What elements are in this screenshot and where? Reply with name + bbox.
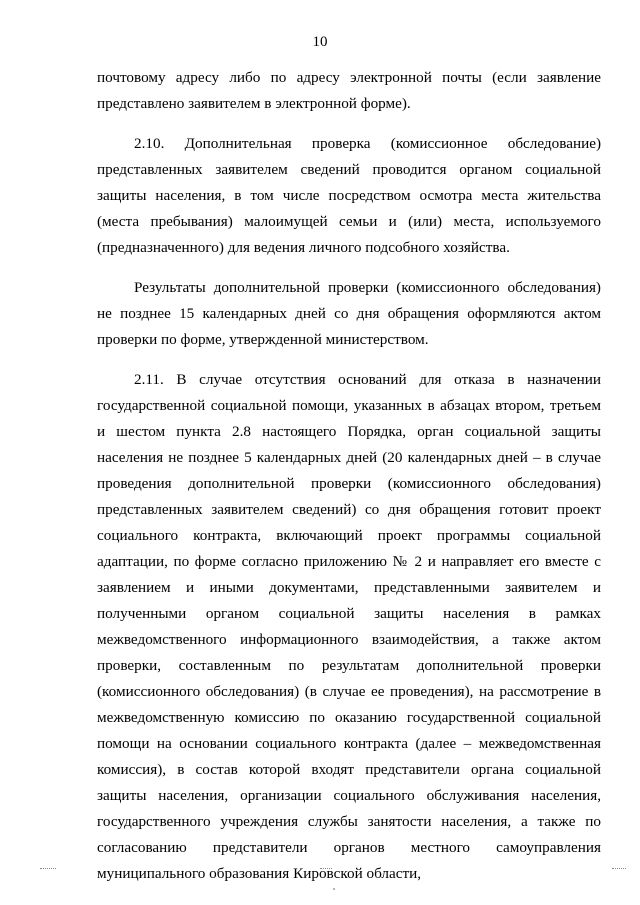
scan-artifact-dot [333, 888, 335, 890]
page-number: 10 [312, 34, 328, 50]
scan-artifact-right [612, 868, 626, 870]
scan-artifact-center [320, 868, 332, 870]
paragraph-continuation: почтовому адресу либо по адресу электронной почты (если заявление представлено заявителем в электронной форме). [97, 69, 601, 112]
scan-artifact-left [40, 868, 56, 870]
paragraph-inspection-results: Результаты дополнительной проверки (комиссионного обследования) не позднее 15 календарных дней со дня обращения оформляются актом проверки по форме, утвержденной министерством. [97, 279, 601, 348]
document-body [97, 65, 601, 887]
paragraph-clause-2-10: 2.10. Дополнительная проверка (комиссионное обследование) представленных заявителем сведений проводится органом социальной защиты населения, в том числе посредством осмотра места жительства (места пребывания) малоимущей семьи и (или) места, используемого (предназначенного) для ведения личного подсобного хозяйства. [97, 135, 601, 256]
paragraph-clause-2-11: 2.11. В случае отсутствия оснований для отказа в назначении государственной социальной помощи, указанных в абзацах втором, третьем и шестом пункта 2.8 настоящего Порядка, орган социальной защиты населения не позднее 5 календарных дней (20 календарных дней – в случае проведения дополнительной проверки (комиссионного обследования) представленных заявителем сведений) со дня обращения готовит проект социального контракта, включающий проект программы социальной адаптации, по форме согласно приложению № 2 и направляет его вместе с заявлением и иными документами, представленными заявителем и полученными органом социальной защиты населения в рамках межведомственного информационного взаимодействия, а также актом проверки, составленным по результатам дополнительной проверки (комиссионного обследования) (в случае ее проведения), на рассмотрение в межведомственную комиссию по оказанию государственной социальной помощи на основании социального контракта (далее – межведомственная комиссия), в состав которой входят представители органа социальной защиты населения, организации социального обслуживания населения, государственного учреждения службы занятости населения, а также по согласованию представители органов местного самоуправления муниципального образования Кировской области, [97, 371, 601, 882]
